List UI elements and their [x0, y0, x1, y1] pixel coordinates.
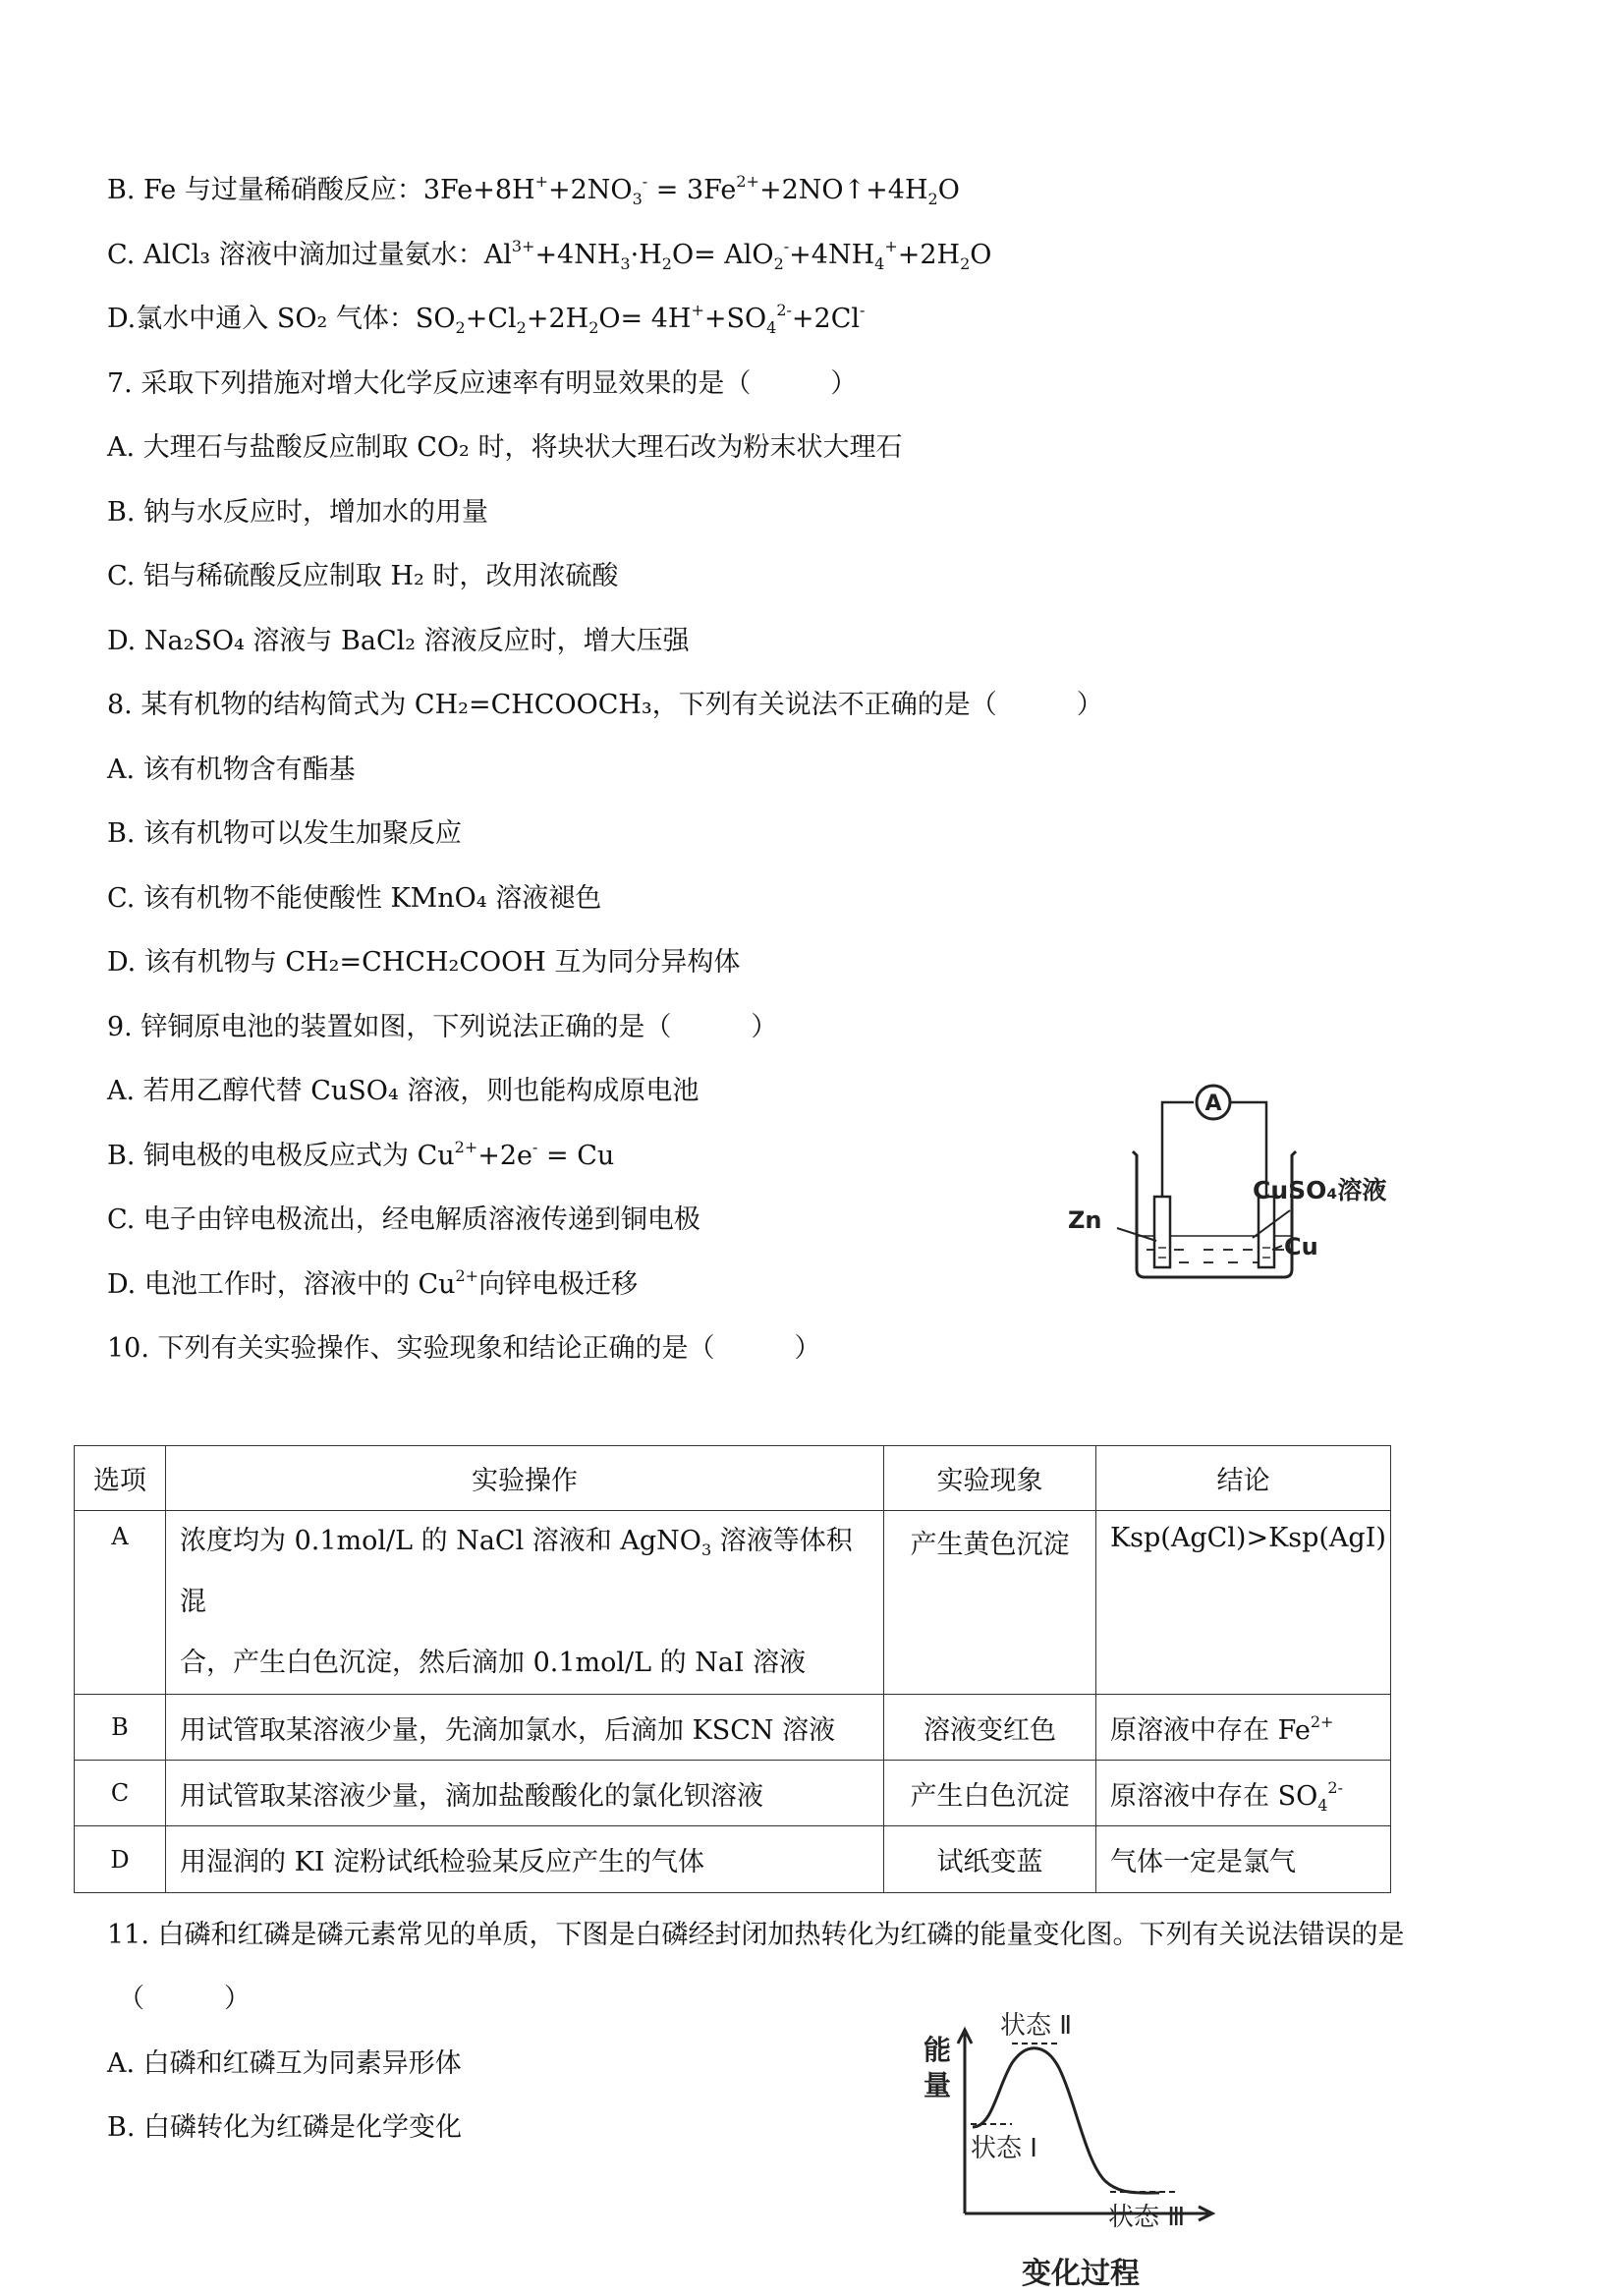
- header-option: 选项: [75, 1446, 166, 1511]
- q8-option-b: B. 该有机物可以发生加聚反应: [107, 818, 463, 849]
- header-operation: 实验操作: [166, 1446, 884, 1511]
- state-3-label: 状态 Ⅲ: [1108, 2203, 1186, 2232]
- q8-option-c: C. 该有机物不能使酸性 KMnO₄ 溶液褪色: [107, 883, 602, 914]
- q9-stem: 9. 锌铜原电池的装置如图，下列说法正确的是（ ）: [107, 1012, 778, 1042]
- row-phenomenon: 产生黄色沉淀: [884, 1511, 1096, 1695]
- cuso4-label: CuSO₄溶液: [1253, 1176, 1387, 1204]
- energy-diagram: [914, 2004, 1238, 2294]
- q6-option-c: C. AlCl₃ 溶液中滴加过量氨水：$Al^{3+}+4NH_3\cdot H_2O= AlO_2^-+4NH_4^++2H_2O$: [107, 237, 992, 273]
- header-conclusion: 结论: [1096, 1446, 1391, 1511]
- q7-option-a: A. 大理石与盐酸反应制取 CO₂ 时，将块状大理石改为粉末状大理石: [107, 432, 903, 463]
- x-axis-label: 变化过程: [1022, 2257, 1140, 2291]
- q9-option-b: B. 铜电极的电极反应式为 $Cu^{2+}+2e^- = Cu$: [107, 1138, 615, 1171]
- q11-option-b: B. 白磷转化为红磷是化学变化: [107, 2112, 463, 2143]
- row-operation: 用湿润的 KI 淀粉试纸检验某反应产生的气体: [166, 1826, 884, 1893]
- q8-stem: 8. 某有机物的结构简式为 CH₂=CHCOOCH₃，下列有关说法不正确的是（ ）: [107, 690, 1103, 720]
- state-1-label: 状态 Ⅰ: [971, 2134, 1037, 2163]
- q7-stem: 7. 采取下列措施对增大化学反应速率有明显效果的是（ ）: [107, 368, 858, 399]
- q8-option-d: D. 该有机物与 CH₂=CHCH₂COOH 互为同分异构体: [107, 947, 741, 978]
- y-axis-label-1: 能: [923, 2034, 952, 2066]
- q7-option-d: D. Na₂SO₄ 溶液与 BaCl₂ 溶液反应时，增大压强: [107, 626, 690, 656]
- zn-label: Zn: [1068, 1206, 1102, 1234]
- q6-option-b-text: B. Fe 与过量稀硝酸反应：: [107, 175, 423, 205]
- row-conclusion: Ksp(AgCl)>Ksp(AgI): [1096, 1511, 1391, 1695]
- q11-option-a: A. 白磷和红磷互为同素异形体: [107, 2048, 462, 2079]
- table-row: [75, 1511, 1391, 1695]
- q7-option-b: B. 钠与水反应时，增加水的用量: [107, 497, 489, 528]
- row-option: C: [75, 1761, 166, 1826]
- q9-option-c: C. 电子由锌电极流出，经电解质溶液传递到铜电极: [107, 1204, 700, 1235]
- q9-option-d-text: D. 电池工作时，溶液中的: [107, 1269, 419, 1300]
- row-phenomenon: 试纸变蓝: [884, 1826, 1096, 1893]
- row-operation-line-2: 合，产生白色沉淀，然后滴加 0.1mol/L 的 NaI 溶液: [180, 1648, 807, 1678]
- q8-option-a: A. 该有机物含有酯基: [107, 755, 356, 785]
- row-operation: 用试管取某溶液少量，先滴加氯水，后滴加 KSCN 溶液: [166, 1695, 884, 1761]
- header-phenomenon: 实验现象: [884, 1446, 1096, 1511]
- row-conclusion-text: 原溶液中存在: [1110, 1780, 1278, 1812]
- row-operation: [166, 1511, 884, 1695]
- row-option: B: [75, 1695, 166, 1761]
- row-conclusion: 原溶液中存在 $Fe^{2+}$: [1096, 1695, 1391, 1761]
- q11-stem: 11. 白磷和红磷是磷元素常见的单质，下图是白磷经封闭加热转化为红磷的能量变化图。下列有关说法错误的是: [107, 1920, 1405, 1950]
- q6-option-d-text: D.氯水中通入 SO₂ 气体：: [107, 304, 416, 334]
- table-row: [75, 1761, 1391, 1826]
- q9-option-a: A. 若用乙醇代替 CuSO₄ 溶液，则也能构成原电池: [107, 1076, 700, 1106]
- cu-label: Cu: [1284, 1233, 1318, 1260]
- q6-option-d: D.氯水中通入 SO₂ 气体：$SO_2+Cl_2+2H_2O= 4H^++SO_4^{2-}+2Cl^-$: [107, 301, 866, 337]
- y-axis-label-2: 量: [923, 2069, 952, 2101]
- q9-option-b-text: B. 铜电极的电极反应式为: [107, 1141, 418, 1171]
- row-option: D: [75, 1826, 166, 1893]
- ammeter-label: A: [1204, 1092, 1222, 1116]
- galvanic-cell-figure: [1066, 1081, 1410, 1297]
- q10-stem: 10. 下列有关实验操作、实验现象和结论正确的是（ ）: [107, 1333, 821, 1364]
- q9-option-d: D. 电池工作时，溶液中的 $Cu^{2+}$向锌电极迁移: [107, 1266, 639, 1300]
- table-header-row: [75, 1446, 1391, 1511]
- q9-option-d-suffix: 向锌电极迁移: [478, 1269, 639, 1300]
- q6-option-b: B. Fe 与过量稀硝酸反应：$3Fe+8H^++2NO_3^-$ = $3Fe^{2+}+2NO↑+4H_2O$: [107, 172, 960, 208]
- state-2-label: 状态 Ⅱ: [1000, 2011, 1073, 2041]
- row-operation-line-1: 浓度均为 0.1mol/L 的 NaCl 溶液和 AgNO$_3$ 溶液等体积混: [180, 1526, 853, 1617]
- q11-paren: （ ）: [118, 1984, 251, 2014]
- row-phenomenon: 产生白色沉淀: [884, 1761, 1096, 1826]
- table-row: [75, 1695, 1391, 1761]
- energy-curve: [973, 2048, 1159, 2193]
- q7-option-c: C. 铝与稀硫酸反应制取 H₂ 时，改用浓硫酸: [107, 561, 619, 591]
- q6-option-c-text: C. AlCl₃ 溶液中滴加过量氨水：: [107, 240, 484, 270]
- row-conclusion-text: 原溶液中存在: [1110, 1714, 1278, 1746]
- row-operation: 用试管取某溶液少量，滴加盐酸酸化的氯化钡溶液: [166, 1761, 884, 1826]
- experiment-table: [74, 1445, 1391, 1893]
- row-phenomenon: 溶液变红色: [884, 1695, 1096, 1761]
- row-conclusion: 气体一定是氯气: [1096, 1826, 1391, 1893]
- zn-electrode: [1154, 1197, 1170, 1267]
- row-conclusion: 原溶液中存在 $SO_4^{2-}$: [1096, 1761, 1391, 1826]
- table-row: [75, 1826, 1391, 1893]
- row-option: A: [75, 1511, 166, 1695]
